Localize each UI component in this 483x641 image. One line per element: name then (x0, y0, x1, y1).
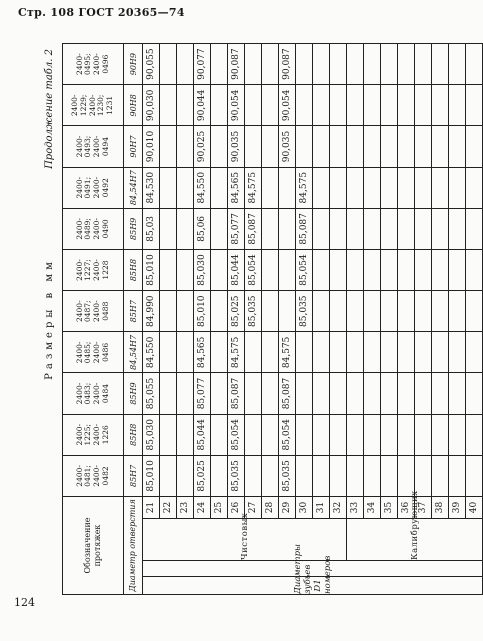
table-cell (330, 126, 347, 167)
column-tolerance: 85H7 (124, 455, 143, 496)
table-cell: 84,565 (194, 332, 211, 373)
table-cell (398, 85, 415, 126)
row-number: 29 (279, 496, 296, 518)
table-cell (262, 332, 279, 373)
table-cell (313, 332, 330, 373)
row-number: 21 (143, 496, 160, 518)
table-cell (364, 455, 381, 496)
table-cell (245, 332, 262, 373)
table-cell (415, 126, 432, 167)
table-cell: 85,010 (143, 249, 160, 290)
table-cell: 85,010 (194, 291, 211, 332)
table-cell: 90,044 (194, 85, 211, 126)
table-cell (432, 291, 449, 332)
table-cell: 90,087 (228, 44, 245, 85)
table-cell: 84,575 (228, 332, 245, 373)
row-number: 36 (398, 496, 415, 518)
units-caption: Размеры в мм (44, 258, 55, 380)
table-cell (398, 291, 415, 332)
table-cell (279, 167, 296, 208)
table-cell (211, 167, 228, 208)
table-cell: 85,054 (245, 249, 262, 290)
column-designation: 2400-0491; 2400-0492 (63, 167, 124, 208)
table-cell (211, 291, 228, 332)
table-cell: 85,035 (228, 455, 245, 496)
table-cell: 85,087 (279, 373, 296, 414)
row-number: 38 (432, 496, 449, 518)
table-cell (432, 373, 449, 414)
table-cell (398, 126, 415, 167)
table-cell (466, 414, 483, 455)
table-cell (296, 455, 313, 496)
table-cell (364, 249, 381, 290)
table-cell (432, 455, 449, 496)
column-designation: 2400-1225; 2400-1226 (63, 414, 124, 455)
table-cell (313, 291, 330, 332)
header-row-tolerances (124, 44, 143, 595)
table-cell (177, 126, 194, 167)
row-number: 31 (313, 496, 330, 518)
rotated-table-wrapper (40, 43, 479, 595)
table-cell (313, 126, 330, 167)
column-designation: 2400-1229; 2400-1230; 1231 (63, 85, 124, 126)
table-cell (296, 332, 313, 373)
table-row (211, 44, 228, 595)
table-cell: 90,025 (194, 126, 211, 167)
table-cell (160, 455, 177, 496)
table-cell (313, 208, 330, 249)
table-cell (364, 291, 381, 332)
table-cell (415, 332, 432, 373)
table-cell (449, 373, 466, 414)
column-tolerance: 90H7 (124, 126, 143, 167)
table-cell: 85,044 (194, 414, 211, 455)
table-cell (415, 167, 432, 208)
table-cell: 90,077 (194, 44, 211, 85)
table-cell (211, 455, 228, 496)
table-cell (381, 332, 398, 373)
table-cell (398, 167, 415, 208)
group-label-calibrating: Калибрующих (347, 519, 483, 561)
table-cell (449, 414, 466, 455)
table-cell (449, 85, 466, 126)
table-cell: 85,087 (245, 208, 262, 249)
table-cell (364, 44, 381, 85)
row-number: 23 (177, 496, 194, 518)
table-cell (364, 373, 381, 414)
table-cell: 90,010 (143, 126, 160, 167)
table-cell (262, 249, 279, 290)
table-cell (211, 332, 228, 373)
table-cell (466, 167, 483, 208)
table-row (466, 44, 483, 595)
table-cell (347, 249, 364, 290)
row-number: 25 (211, 496, 228, 518)
table-cell (347, 44, 364, 85)
table-cell (330, 455, 347, 496)
table-cell (347, 126, 364, 167)
row-number: 34 (364, 496, 381, 518)
table-cell (466, 455, 483, 496)
table-cell (466, 44, 483, 85)
table-cell (313, 167, 330, 208)
table-cell (347, 167, 364, 208)
table-row (143, 44, 160, 595)
table-cell (466, 332, 483, 373)
table-cell: 90,055 (143, 44, 160, 85)
table-row (313, 44, 330, 595)
table-cell (330, 291, 347, 332)
column-tolerance: 84,54H7 (124, 332, 143, 373)
row-number: 22 (160, 496, 177, 518)
table-cell: 84,550 (143, 332, 160, 373)
table-cell: 84,530 (143, 167, 160, 208)
table-cell (347, 85, 364, 126)
table-cell: 85,077 (194, 373, 211, 414)
table-cell (398, 44, 415, 85)
table-cell: 85,035 (279, 455, 296, 496)
table-cell (177, 414, 194, 455)
table-cell: 85,054 (296, 249, 313, 290)
table-row (279, 44, 296, 595)
table-cell: 90,087 (279, 44, 296, 85)
table-cell (177, 85, 194, 126)
page-header: Стр. 108 ГОСТ 20365—74 (18, 6, 185, 19)
table-cell (415, 85, 432, 126)
table-cell (381, 455, 398, 496)
column-tolerance: 85H7 (124, 291, 143, 332)
diameter-header: Диаметр отверстия (124, 496, 143, 594)
table-cell (262, 126, 279, 167)
table-cell (364, 208, 381, 249)
header-row-designations (63, 44, 124, 595)
table-cell: 85,087 (296, 208, 313, 249)
table-cell: 84,550 (194, 167, 211, 208)
table-cell (364, 332, 381, 373)
table-cell: 90,030 (143, 85, 160, 126)
table-cell (466, 373, 483, 414)
table-cell (330, 373, 347, 414)
table-cell (364, 85, 381, 126)
table-cell (177, 208, 194, 249)
table-area (40, 43, 479, 595)
column-designation: 2400-0487; 2400-0488 (63, 291, 124, 332)
table-cell (177, 373, 194, 414)
table-cell (330, 85, 347, 126)
table-cell (466, 126, 483, 167)
table-cell (449, 44, 466, 85)
table-cell (279, 249, 296, 290)
table-cell: 84,575 (279, 332, 296, 373)
table-cell (313, 249, 330, 290)
table-cell (432, 332, 449, 373)
table-cell (160, 85, 177, 126)
table-cell (415, 291, 432, 332)
table-cell (381, 249, 398, 290)
table-cell (466, 85, 483, 126)
table-cell (160, 167, 177, 208)
table-cell (381, 208, 398, 249)
table-cell (415, 44, 432, 85)
table-row (262, 44, 279, 595)
table-cell (347, 373, 364, 414)
table-cell: 90,054 (279, 85, 296, 126)
table-cell (449, 167, 466, 208)
table-cell (415, 373, 432, 414)
table-cell: 84,990 (143, 291, 160, 332)
table-cell: 85,030 (194, 249, 211, 290)
column-designation: 2400-0495; 2400-0496 (63, 44, 124, 85)
table-cell (381, 126, 398, 167)
table-cell: 85,025 (228, 291, 245, 332)
table-cell (245, 414, 262, 455)
table-cell (313, 455, 330, 496)
table-cell (160, 44, 177, 85)
table-cell (347, 455, 364, 496)
table-cell (160, 373, 177, 414)
column-designation: 2400-0483; 2400-0484 (63, 373, 124, 414)
table-cell (211, 126, 228, 167)
table-cell (432, 414, 449, 455)
table-cell (245, 126, 262, 167)
table-cell (211, 414, 228, 455)
table-cell (449, 455, 466, 496)
table-cell (432, 208, 449, 249)
table-cell (245, 85, 262, 126)
column-designation: 2400-1227; 2400-1228 (63, 249, 124, 290)
table-cell (262, 414, 279, 455)
table-cell: 85,087 (228, 373, 245, 414)
side-label: Диаметры зубьев D1 номеров (143, 577, 483, 595)
table-cell (262, 291, 279, 332)
table-cell (449, 249, 466, 290)
row-number: 27 (245, 496, 262, 518)
table-cell (432, 85, 449, 126)
table-row (194, 44, 211, 595)
table-cell (466, 208, 483, 249)
table-cell: 85,077 (228, 208, 245, 249)
table-cell (381, 85, 398, 126)
row-number: 30 (296, 496, 313, 518)
column-tolerance: 85H9 (124, 208, 143, 249)
table-cell (330, 44, 347, 85)
column-designation: 2400-0485; 2400-0486 (63, 332, 124, 373)
table-cell: 85,044 (228, 249, 245, 290)
table-cell (262, 85, 279, 126)
table-row (449, 44, 466, 595)
table-cell (177, 44, 194, 85)
table-cell (381, 414, 398, 455)
column-tolerance: 85H8 (124, 249, 143, 290)
column-tolerance: 84,54H7 (124, 167, 143, 208)
table-cell (347, 291, 364, 332)
table-cell (466, 291, 483, 332)
table-cell (398, 373, 415, 414)
table-cell (177, 455, 194, 496)
table-cell: 84,565 (228, 167, 245, 208)
table-cell (296, 373, 313, 414)
table-cell (245, 373, 262, 414)
table-cell (432, 44, 449, 85)
table-cell (364, 126, 381, 167)
table-cell: 90,035 (228, 126, 245, 167)
table-cell (398, 332, 415, 373)
table-cell (415, 249, 432, 290)
table-cell (296, 126, 313, 167)
row-number: 39 (449, 496, 466, 518)
table-row (432, 44, 449, 595)
continuation-caption: Продолжение табл. 2 (44, 49, 55, 169)
table-cell (211, 373, 228, 414)
table-cell: 84,575 (245, 167, 262, 208)
table-cell (296, 85, 313, 126)
table-cell (296, 414, 313, 455)
table-cell (330, 332, 347, 373)
table-cell (330, 208, 347, 249)
table-cell (347, 332, 364, 373)
table-cell: 85,055 (143, 373, 160, 414)
table-cell (347, 208, 364, 249)
table-cell: 85,010 (143, 455, 160, 496)
column-designation: 2400-0481; 2400-0482 (63, 455, 124, 496)
row-number: 40 (466, 496, 483, 518)
table-cell: 85,054 (228, 414, 245, 455)
table-cell (211, 85, 228, 126)
table-cell (177, 167, 194, 208)
table-row (415, 44, 432, 595)
table-row (347, 44, 364, 595)
table-cell (330, 414, 347, 455)
column-tolerance: 85H9 (124, 373, 143, 414)
table-cell (313, 44, 330, 85)
table-cell (177, 332, 194, 373)
table-row (296, 44, 313, 595)
designation-header: Обозначение протяжек (63, 496, 124, 594)
table-cell (330, 167, 347, 208)
column-designation: 2400-0489; 2400-0490 (63, 208, 124, 249)
table-cell (160, 249, 177, 290)
column-tolerance: 90H8 (124, 85, 143, 126)
table-cell (415, 414, 432, 455)
table-cell (262, 167, 279, 208)
table-cell: 85,054 (279, 414, 296, 455)
table-cell: 85,030 (143, 414, 160, 455)
row-number: 28 (262, 496, 279, 518)
table-cell (262, 44, 279, 85)
table-cell (381, 291, 398, 332)
table-cell (449, 208, 466, 249)
table-row (330, 44, 347, 595)
row-number: 37 (415, 496, 432, 518)
table-cell (466, 249, 483, 290)
table-cell (313, 373, 330, 414)
table-cell (432, 126, 449, 167)
table-cell: 85,035 (245, 291, 262, 332)
row-number: 35 (381, 496, 398, 518)
table-cell (177, 291, 194, 332)
table-row (160, 44, 177, 595)
table-cell (262, 373, 279, 414)
table-cell (313, 85, 330, 126)
table-cell (211, 249, 228, 290)
table-cell (449, 126, 466, 167)
table-cell (364, 414, 381, 455)
table-cell (347, 414, 364, 455)
table-cell (381, 373, 398, 414)
table-cell (160, 291, 177, 332)
table-cell: 90,054 (228, 85, 245, 126)
table-cell (279, 208, 296, 249)
table-cell (381, 167, 398, 208)
table-row (381, 44, 398, 595)
table-cell (398, 414, 415, 455)
row-number: 24 (194, 496, 211, 518)
table-cell (160, 208, 177, 249)
row-number: 32 (330, 496, 347, 518)
column-tolerance: 85H8 (124, 414, 143, 455)
table-row (177, 44, 194, 595)
table-cell (211, 208, 228, 249)
table-cell: 85,035 (296, 291, 313, 332)
table-cell (449, 332, 466, 373)
table-cell (415, 208, 432, 249)
table-cell (330, 249, 347, 290)
table-cell (398, 249, 415, 290)
row-number: 26 (228, 496, 245, 518)
table-cell (381, 44, 398, 85)
table-cell (262, 208, 279, 249)
table-cell (262, 455, 279, 496)
column-designation: 2400-0493; 2400-0494 (63, 126, 124, 167)
table-cell (160, 126, 177, 167)
table-cell (160, 332, 177, 373)
table-cell (364, 167, 381, 208)
table-cell: 84,575 (296, 167, 313, 208)
table-row (364, 44, 381, 595)
column-tolerance: 90H9 (124, 44, 143, 85)
page-number: 124 (14, 596, 35, 609)
table-cell (279, 291, 296, 332)
table-cell: 85,03 (143, 208, 160, 249)
group-label-finishing: Чистовых (143, 519, 347, 561)
table-cell (245, 455, 262, 496)
dimensions-table (62, 43, 483, 595)
table-cell: 85,06 (194, 208, 211, 249)
table-cell: 90,035 (279, 126, 296, 167)
table-cell: 85,025 (194, 455, 211, 496)
table-cell (398, 208, 415, 249)
table-cell (211, 44, 228, 85)
table-cell (432, 167, 449, 208)
table-cell (296, 44, 313, 85)
table-cell (432, 249, 449, 290)
table-cell (449, 291, 466, 332)
table-row (228, 44, 245, 595)
row-number: 33 (347, 496, 364, 518)
table-cell (313, 414, 330, 455)
table-cell (245, 44, 262, 85)
table-row (245, 44, 262, 595)
side-spacer (143, 561, 483, 577)
table-cell (160, 414, 177, 455)
table-cell (177, 249, 194, 290)
